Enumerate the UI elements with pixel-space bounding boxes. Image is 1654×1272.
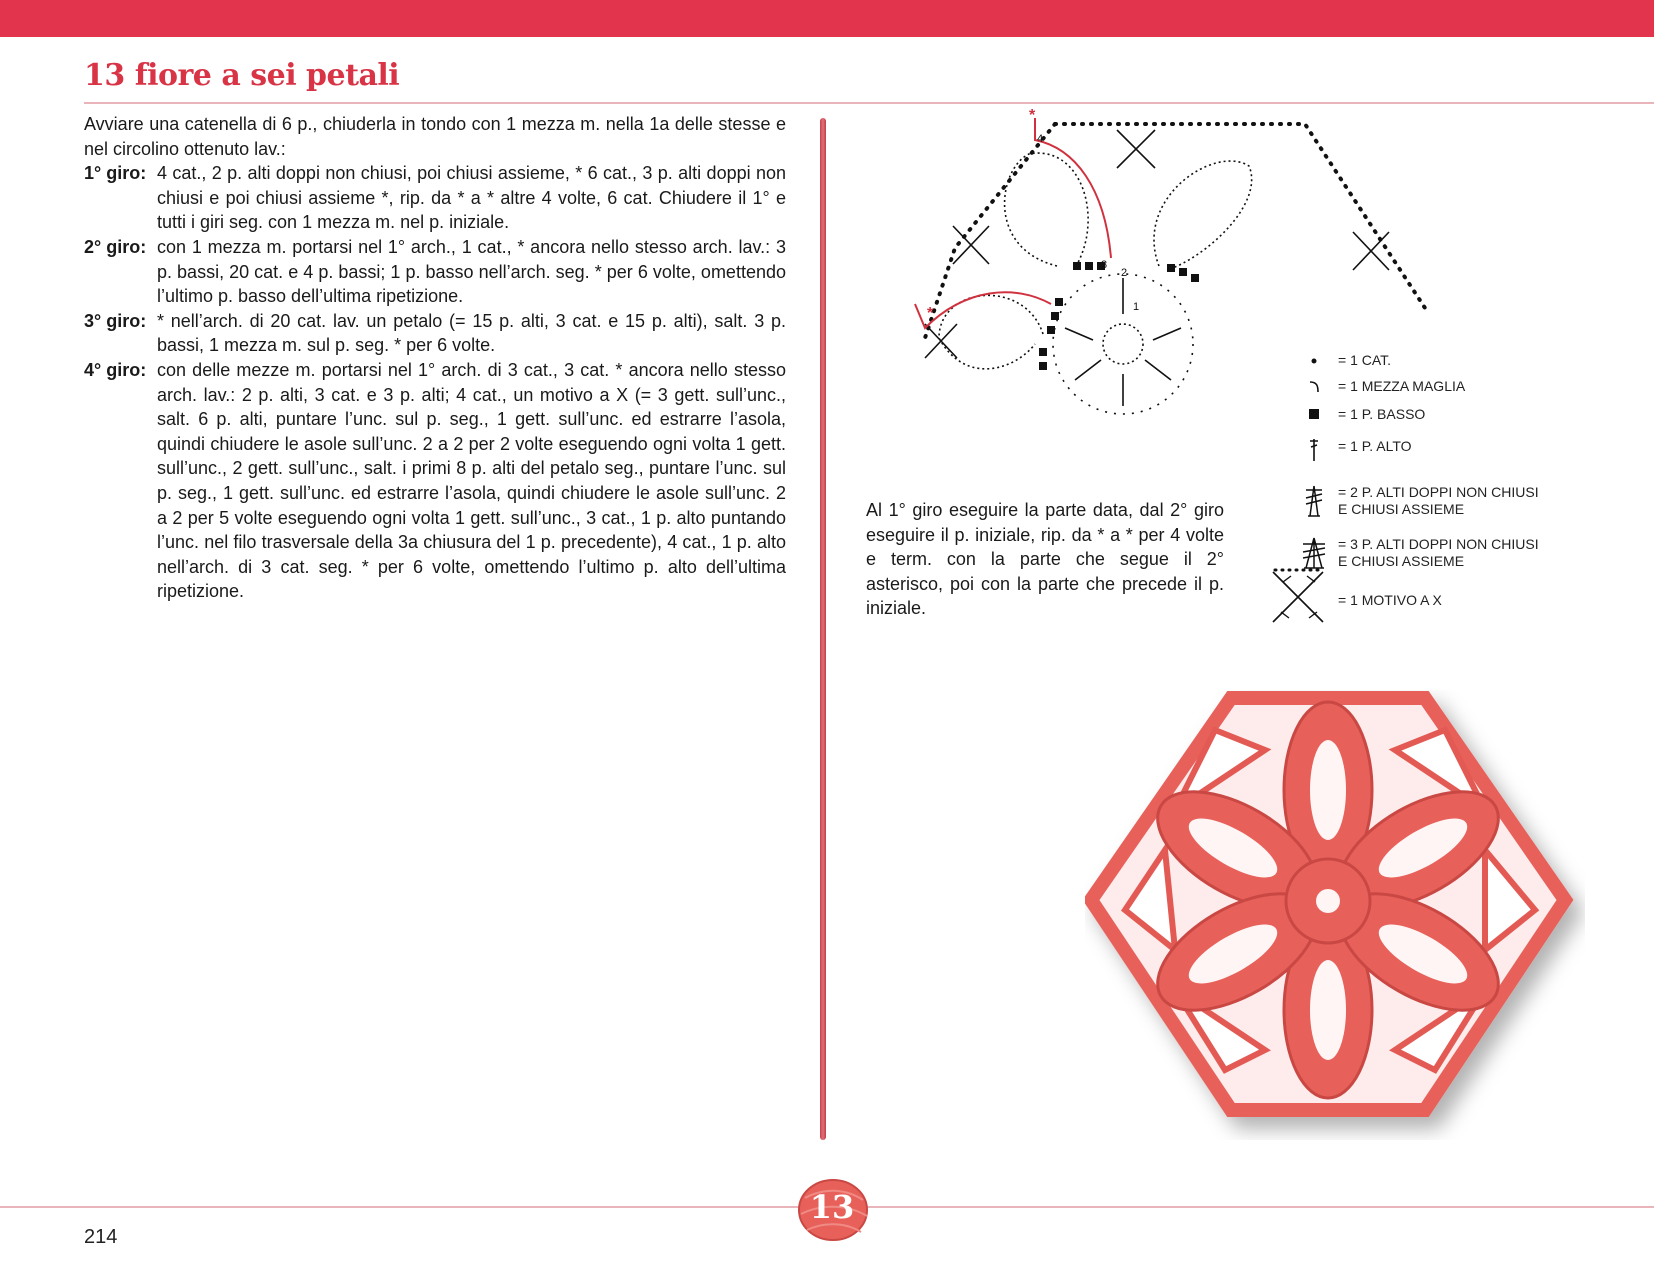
- legend-item-chain: [1290, 352, 1391, 369]
- chart-note: Al 1° giro eseguire la parte data, dal 2° giro eseguire il p. iniziale, rip. da * a * per 4 volte e term. con la parte che segue il 2° asterisco, poi con la parte che precede il p. iniziale.: [866, 500, 1224, 619]
- diagram-label-3: 3: [1101, 259, 1108, 271]
- round-text: 4 cat., 2 p. alti doppi non chiusi, poi chiusi assieme, * 6 cat., 3 p. alti doppi non chiusi e poi chiusi assieme *, rip. da * a * altre 4 volte, 6 cat. Chiudere il 1° e tutti i giri seg. con 1 mezza m. nel p. iniziale.: [157, 163, 786, 233]
- round-2: [84, 235, 786, 309]
- single-crochet-square-icon: [1290, 406, 1338, 422]
- yarn-divider: [820, 118, 826, 1140]
- page-title: 13 fiore a sei petali: [84, 58, 400, 93]
- round-label: 2° giro:: [84, 236, 147, 257]
- legend-text: = 1 P. BASSO: [1338, 406, 1426, 422]
- x-motif-marks: [925, 130, 1389, 358]
- three-double-treble-cluster-icon: [1290, 536, 1338, 570]
- legend-item-single-crochet: [1290, 406, 1425, 423]
- diagram-label-1: 1: [1133, 301, 1140, 313]
- legend-item-slip-stitch: [1290, 378, 1465, 395]
- diagram-label-2: 2: [1121, 267, 1128, 279]
- legend-text: = 1 P. ALTO: [1338, 438, 1412, 454]
- chain-dot-icon: [1290, 352, 1338, 368]
- instructions-column: [84, 112, 786, 604]
- pattern-number: 13: [809, 1188, 855, 1226]
- single-crochet-ring: [1039, 262, 1199, 370]
- legend-item-treble: [1290, 438, 1412, 462]
- top-accent-band: [0, 0, 1654, 37]
- round-text: con delle mezze m. portarsi nel 1° arch. di 3 cat., 3 cat. * ancora nello stesso arch. lav.: 2 p. alti, 3 cat. e 3 p. alti; 4 cat., un motivo a X (= 3 gett. sull’unc., salt. 6 p. alti, puntare l’unc. sul p. seg., 1 gett. sull’unc. ed estrarre l’asola, quindi chiudere le asole sull’unc. 2 a 2 per 2 volte eseguendo ogni volta 1 gett. sull’unc., 2 gett. sull’unc., salt. i primi 8 p. alti del petalo seg., puntare l’unc. sul p. seg., 1 gett. sull’unc. ed estrarre l’asola, quindi chiudere le asole sull’unc. 2 a 2 per 5 volte eseguendo ogni volta 1 gett. sull’unc., 3 cat., 1 p. alto puntando l’unc. nel filo trasversale della 3a chiusura del 1 p. precedente), 4 cat., 1 p. alto nell’arch. di 3 cat. seg. * per 6 volte, omettendo l’ultimo p. alto dell’ultima ripetizione.: [157, 359, 786, 602]
- round-3: [84, 309, 786, 358]
- round-4: [84, 358, 786, 604]
- round-1: [84, 161, 786, 235]
- round-label: 3° giro:: [84, 310, 147, 331]
- red-start-path: [1035, 118, 1111, 258]
- round-label: 4° giro:: [84, 359, 147, 380]
- legend-text: = 3 P. ALTI DOPPI NON CHIUSI E CHIUSI ASSIEME: [1338, 536, 1539, 569]
- legend-item-x-motif: [1290, 592, 1442, 628]
- diagram-label-4: 4: [1037, 133, 1044, 145]
- legend-text: = 2 P. ALTI DOPPI NON CHIUSI E CHIUSI ASSIEME: [1338, 484, 1539, 517]
- x-motif-icon: [1290, 592, 1338, 628]
- diagram-asterisk-left: *: [927, 305, 934, 322]
- title-rule: [84, 102, 1654, 104]
- crochet-flower-photo: [1085, 690, 1585, 1140]
- center-ring: [1053, 274, 1193, 414]
- round-text: * nell’arch. di 20 cat. lav. un petalo (= 15 p. alti, 3 cat. e 15 p. alti), salt. 3 p. bassi, 1 mezza m. sul p. seg. * per 6 volte.: [157, 310, 786, 356]
- intro-paragraph: Avviare una catenella di 6 p., chiuderla in tondo con 1 mezza m. nella 1a delle stesse e nel circolino ottenuto lav.:: [84, 114, 786, 159]
- round-label: 1° giro:: [84, 163, 147, 184]
- legend-item-2-cluster: [1290, 484, 1539, 518]
- outer-chain-hexagon: [925, 124, 1425, 338]
- legend-text: = 1 CAT.: [1338, 352, 1392, 368]
- legend-item-3-cluster: [1290, 536, 1539, 570]
- legend-text: = 1 MEZZA MAGLIA: [1338, 378, 1466, 394]
- slip-stitch-icon: [1290, 378, 1338, 394]
- treble-stitch-icon: [1290, 438, 1338, 462]
- round-text: con 1 mezza m. portarsi nel 1° arch., 1 cat., * ancora nello stesso arch. lav.: 3 p. bassi, 20 cat. e 4 p. bassi; 1 p. basso nell’arch. seg. * per 6 volte, omettendo l’ultimo p. basso dell’ultima ripetizione.: [157, 236, 786, 307]
- legend-text: = 1 MOTIVO A X: [1338, 592, 1442, 608]
- diagram-asterisk-top: *: [1029, 108, 1036, 124]
- two-double-treble-cluster-icon: [1290, 484, 1338, 518]
- page-number: 214: [84, 1226, 118, 1248]
